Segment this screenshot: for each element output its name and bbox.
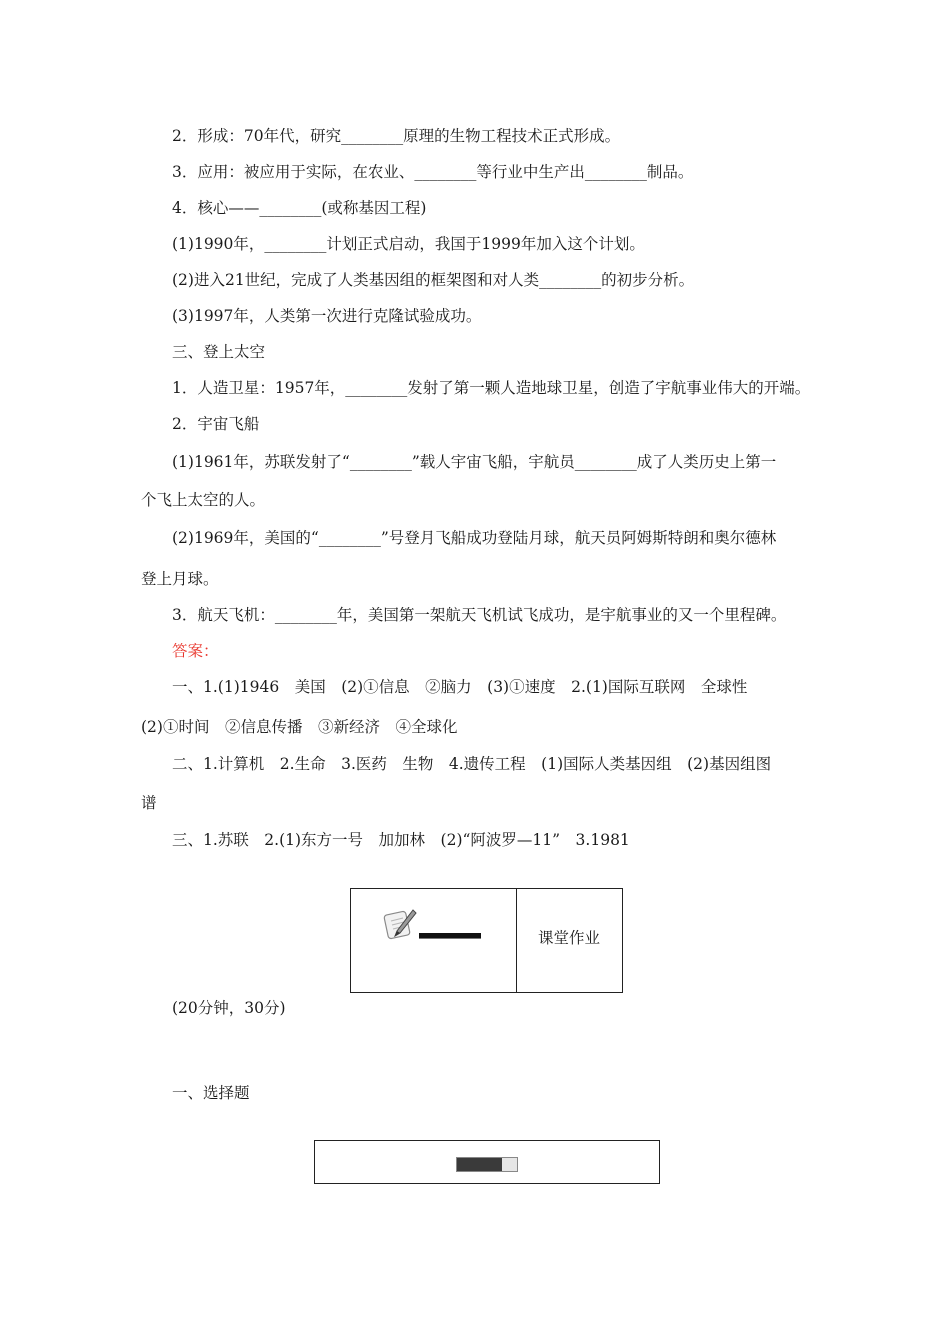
progress-bar-icon xyxy=(456,1157,518,1172)
bottom-box xyxy=(314,1140,660,1184)
answer-title: 答案： xyxy=(172,642,219,660)
answer-line-2: (2)①时间 ②信息传播 ③新经济 ④全球化 xyxy=(141,718,458,736)
homework-box xyxy=(350,888,623,993)
text-line-4: (1)1990年，________计划正式启动，我国于1999年加入这个计划。 xyxy=(172,235,645,253)
answer-line-1: 一、1.(1)1946 美国 (2)①信息 ②脑力 (3)①速度 2.(1)国际互联网 全球性 xyxy=(172,678,748,696)
text-line-11: 个飞上太空的人。 xyxy=(141,491,266,509)
text-line-3: 4．核心——________(或称基因工程) xyxy=(172,199,427,217)
text-line-6: (3)1997年，人类第一次进行克隆试验成功。 xyxy=(172,307,482,325)
text-line-8: 1．人造卫星：1957年，________发射了第一颗人造地球卫星，创造了宇航事业伟大的开端。 xyxy=(172,379,811,397)
pen-paper-icon xyxy=(383,907,417,943)
text-line-12: (2)1969年，美国的“________”号登月飞船成功登陆月球，航天员阿姆斯特朗和奥尔德林 xyxy=(172,529,777,547)
text-line-1: 2．形成：70年代，研究________原理的生物工程技术正式形成。 xyxy=(172,127,621,145)
homework-label: 课堂作业 xyxy=(538,929,601,947)
text-line-5: (2)进入21世纪，完成了人类基因组的框架图和对人类________的初步分析。 xyxy=(172,271,695,289)
answer-line-3: 二、1.计算机 2.生命 3.医药 生物 4.遗传工程 (1)国际人类基因组 (2)基因组图 xyxy=(172,755,772,773)
answer-line-5: 三、1.苏联 2.(1)东方一号 加加林 (2)“阿波罗—11” 3.1981 xyxy=(172,831,630,849)
answer-line-4: 谱 xyxy=(141,794,157,812)
decorative-rule xyxy=(419,933,481,939)
section-heading-choice: 一、选择题 xyxy=(172,1084,250,1102)
text-line-10: (1)1961年，苏联发射了“________”载人宇宙飞船，宇航员________成了人类历史上第一 xyxy=(172,453,777,471)
section-heading-space: 三、登上太空 xyxy=(172,343,266,361)
progress-fill xyxy=(457,1158,502,1171)
box-divider xyxy=(516,889,517,992)
time-note: (20分钟，30分) xyxy=(172,999,286,1017)
text-line-2: 3．应用：被应用于实际，在农业、________等行业中生产出________制品。 xyxy=(172,163,694,181)
text-line-14: 3．航天飞机：________年，美国第一架航天飞机试飞成功，是宇航事业的又一个里程碑。 xyxy=(172,606,787,624)
text-line-13: 登上月球。 xyxy=(141,570,219,588)
text-line-9: 2．宇宙飞船 xyxy=(172,415,260,433)
